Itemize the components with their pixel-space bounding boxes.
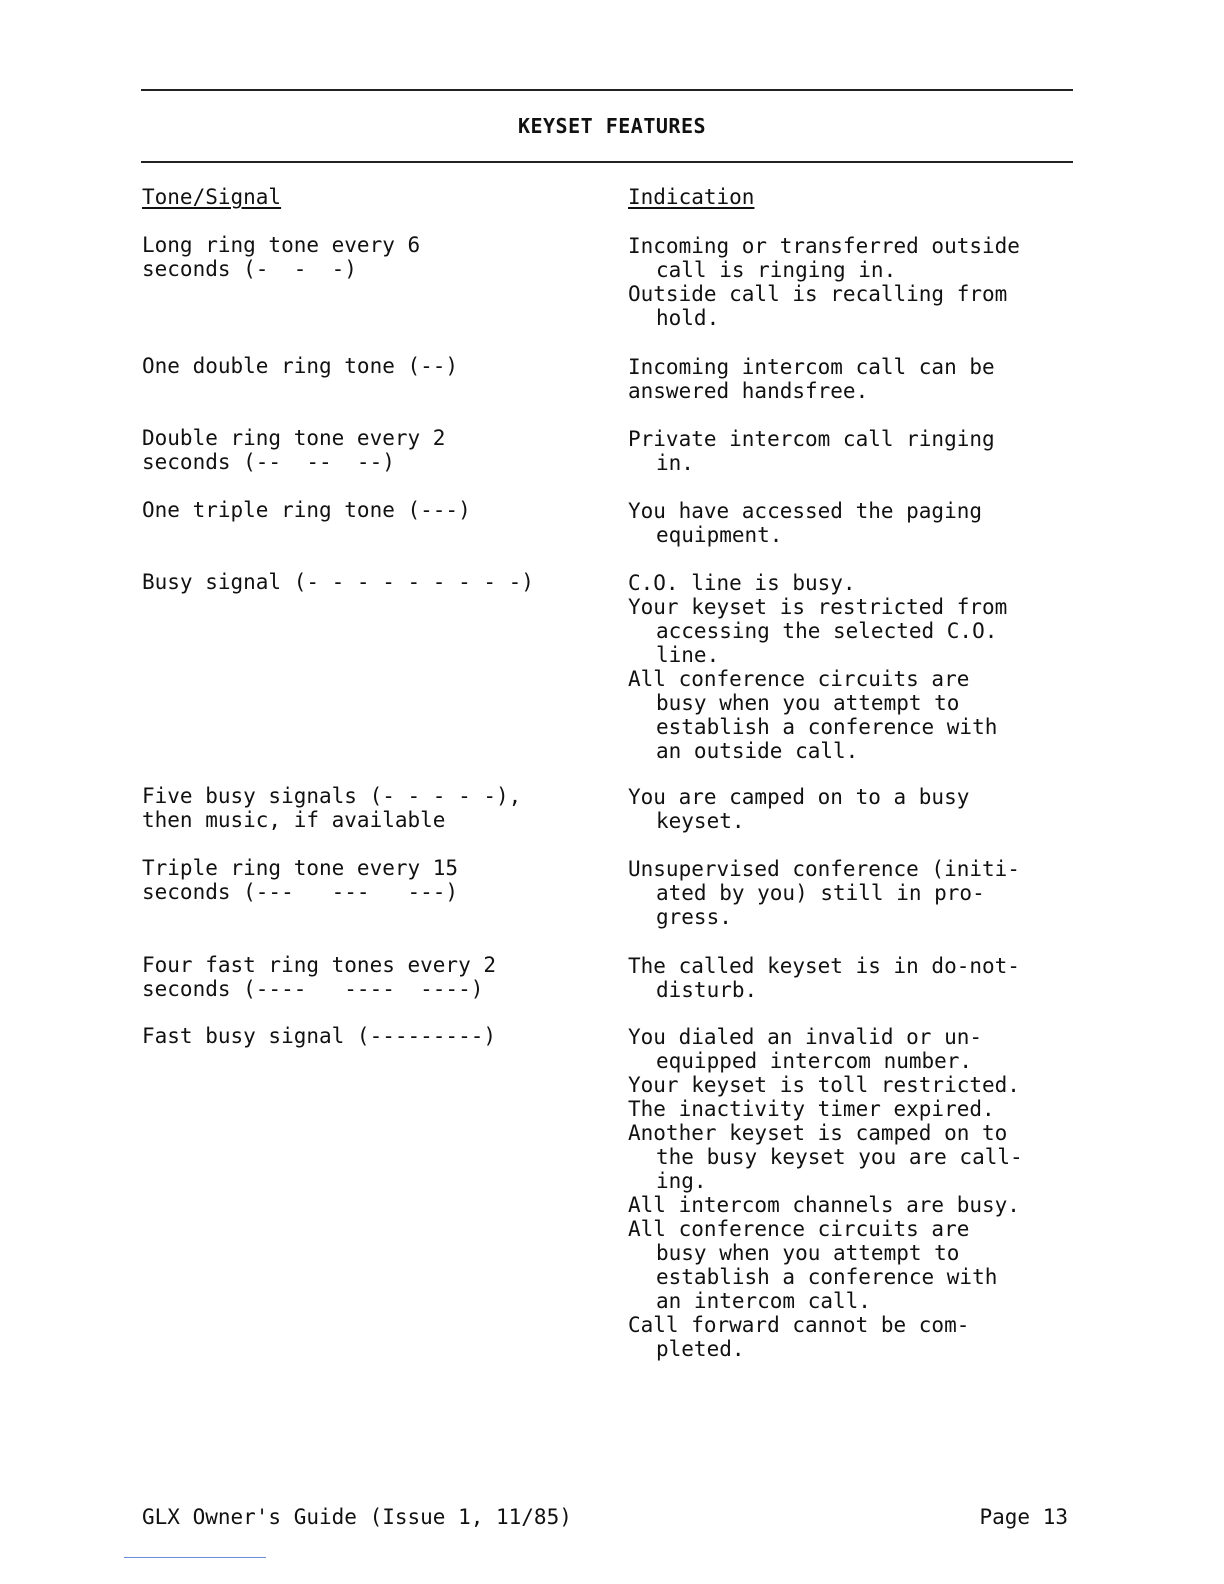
indication-text: hold.	[656, 306, 720, 330]
tone-signal-text: Five busy signals (- - - - -),	[142, 784, 522, 808]
tone-signal-text: Fast busy signal (---------)	[142, 1024, 497, 1048]
indication-item	[628, 355, 1088, 379]
tone-signal-text: seconds (--- --- ---)	[142, 879, 459, 904]
indication-text: accessing the selected C.O.	[656, 619, 998, 643]
indication-cell	[628, 785, 1088, 833]
tone-signal-text: seconds (---- ---- ----)	[142, 976, 484, 1001]
indication-text: Private intercom call ringing	[628, 427, 995, 451]
indication-item	[628, 234, 1088, 282]
tone-signal-text: then music, if available	[142, 807, 446, 832]
indication-text: You have accessed the paging	[628, 499, 983, 523]
indication-item	[628, 282, 1088, 330]
indication-cell	[628, 499, 1088, 547]
indication-item	[628, 954, 1088, 1002]
indication-item	[628, 1121, 1088, 1193]
indication-text: All intercom channels are busy.	[628, 1193, 1020, 1217]
indication-item	[628, 785, 1088, 833]
footer-document-title: GLX Owner's Guide (Issue 1, 11/85)	[142, 1505, 572, 1529]
bottom-edge-line	[124, 1557, 266, 1558]
indication-item	[628, 1193, 1088, 1217]
indication-text: busy when you attempt to	[656, 691, 960, 715]
indication-text: The called keyset is in do-not-	[628, 954, 1020, 978]
tone-signal-text: Long ring tone every 6	[142, 233, 421, 257]
indication-text: busy when you attempt to	[656, 1241, 960, 1265]
tone-signal-text: Four fast ring tones every 2	[142, 953, 497, 977]
indication-item	[628, 571, 1088, 595]
indication-item	[628, 379, 1088, 403]
indication-text: establish a conference with	[656, 715, 998, 739]
indication-cell	[628, 954, 1088, 1002]
tone-signal-cell	[142, 427, 612, 474]
indication-text: You are camped on to a busy	[628, 785, 970, 809]
indication-text: Your keyset is restricted from	[628, 595, 1008, 619]
indication-text: disturb.	[656, 978, 758, 1002]
indication-text: keyset.	[656, 809, 745, 833]
tone-signal-text: Double ring tone every 2	[142, 426, 446, 450]
indication-cell	[628, 427, 1088, 475]
tone-signal-text: seconds (- - -)	[142, 256, 357, 281]
indication-cell	[628, 234, 1088, 330]
tone-signal-text: Triple ring tone every 15	[142, 856, 459, 880]
tone-signal-cell	[142, 857, 612, 904]
indication-cell	[628, 571, 1088, 763]
tone-signal-text: seconds (-- -- --)	[142, 449, 395, 474]
indication-text: Another keyset is camped on to	[628, 1121, 1008, 1145]
indication-text: an outside call.	[656, 739, 859, 763]
indication-text: The inactivity timer expired.	[628, 1097, 995, 1121]
indication-cell	[628, 355, 1088, 403]
tone-signal-cell	[142, 571, 612, 595]
indication-item	[628, 427, 1088, 475]
indication-cell	[628, 1025, 1088, 1361]
indication-text: Incoming or transferred outside	[628, 234, 1020, 258]
indication-cell	[628, 857, 1088, 929]
header-top-rule	[141, 89, 1073, 91]
indication-text: ing.	[656, 1169, 707, 1193]
indication-text: an intercom call.	[656, 1289, 871, 1313]
indication-text: pleted.	[656, 1337, 745, 1361]
tone-signal-cell	[142, 234, 612, 281]
indication-text: equipped intercom number.	[656, 1049, 973, 1073]
indication-text: line.	[656, 643, 720, 667]
indication-text: ated by you) still in pro-	[656, 881, 985, 905]
tone-signal-cell	[142, 355, 612, 379]
indication-text: Your keyset is toll restricted.	[628, 1073, 1020, 1097]
indication-text: answered handsfree.	[628, 379, 869, 403]
tone-signal-cell	[142, 785, 612, 832]
indication-text: Call forward cannot be com-	[628, 1313, 970, 1337]
indication-item	[628, 857, 1088, 929]
indication-text: Outside call is recalling from	[628, 282, 1008, 306]
indication-text: All conference circuits are	[628, 667, 970, 691]
column-header-indication: Indication	[628, 185, 755, 209]
indication-text: Unsupervised conference (initi-	[628, 857, 1020, 881]
indication-item	[628, 667, 1088, 763]
indication-item	[628, 1097, 1088, 1121]
indication-item	[628, 1313, 1088, 1361]
indication-text: All conference circuits are	[628, 1217, 970, 1241]
indication-item	[628, 499, 1088, 547]
indication-item	[628, 1073, 1088, 1097]
tone-signal-cell	[142, 1025, 612, 1049]
column-header-tone-signal: Tone/Signal	[142, 185, 282, 209]
indication-text: equipment.	[656, 523, 783, 547]
indication-item	[628, 1217, 1088, 1313]
indication-item	[628, 1025, 1088, 1073]
page-title: KEYSET FEATURES	[517, 114, 707, 138]
indication-text: establish a conference with	[656, 1265, 998, 1289]
tone-signal-text: Busy signal (- - - - - - - - -)	[142, 570, 534, 594]
tone-signal-cell	[142, 499, 612, 523]
indication-text: call is ringing in.	[656, 258, 897, 282]
indication-text: C.O. line is busy.	[628, 571, 856, 595]
tone-signal-cell	[142, 954, 612, 1001]
indication-text: the busy keyset you are call-	[656, 1145, 1023, 1169]
indication-text: You dialed an invalid or un-	[628, 1025, 983, 1049]
indication-text: Incoming intercom call can be	[628, 355, 995, 379]
footer-page-number: Page 13	[979, 1505, 1068, 1529]
tone-signal-text: One triple ring tone (---)	[142, 498, 471, 522]
indication-item	[628, 595, 1088, 667]
indication-text: gress.	[656, 905, 732, 929]
indication-text: in.	[656, 451, 694, 475]
tone-signal-text: One double ring tone (--)	[142, 354, 459, 378]
header-bottom-rule	[141, 161, 1073, 163]
